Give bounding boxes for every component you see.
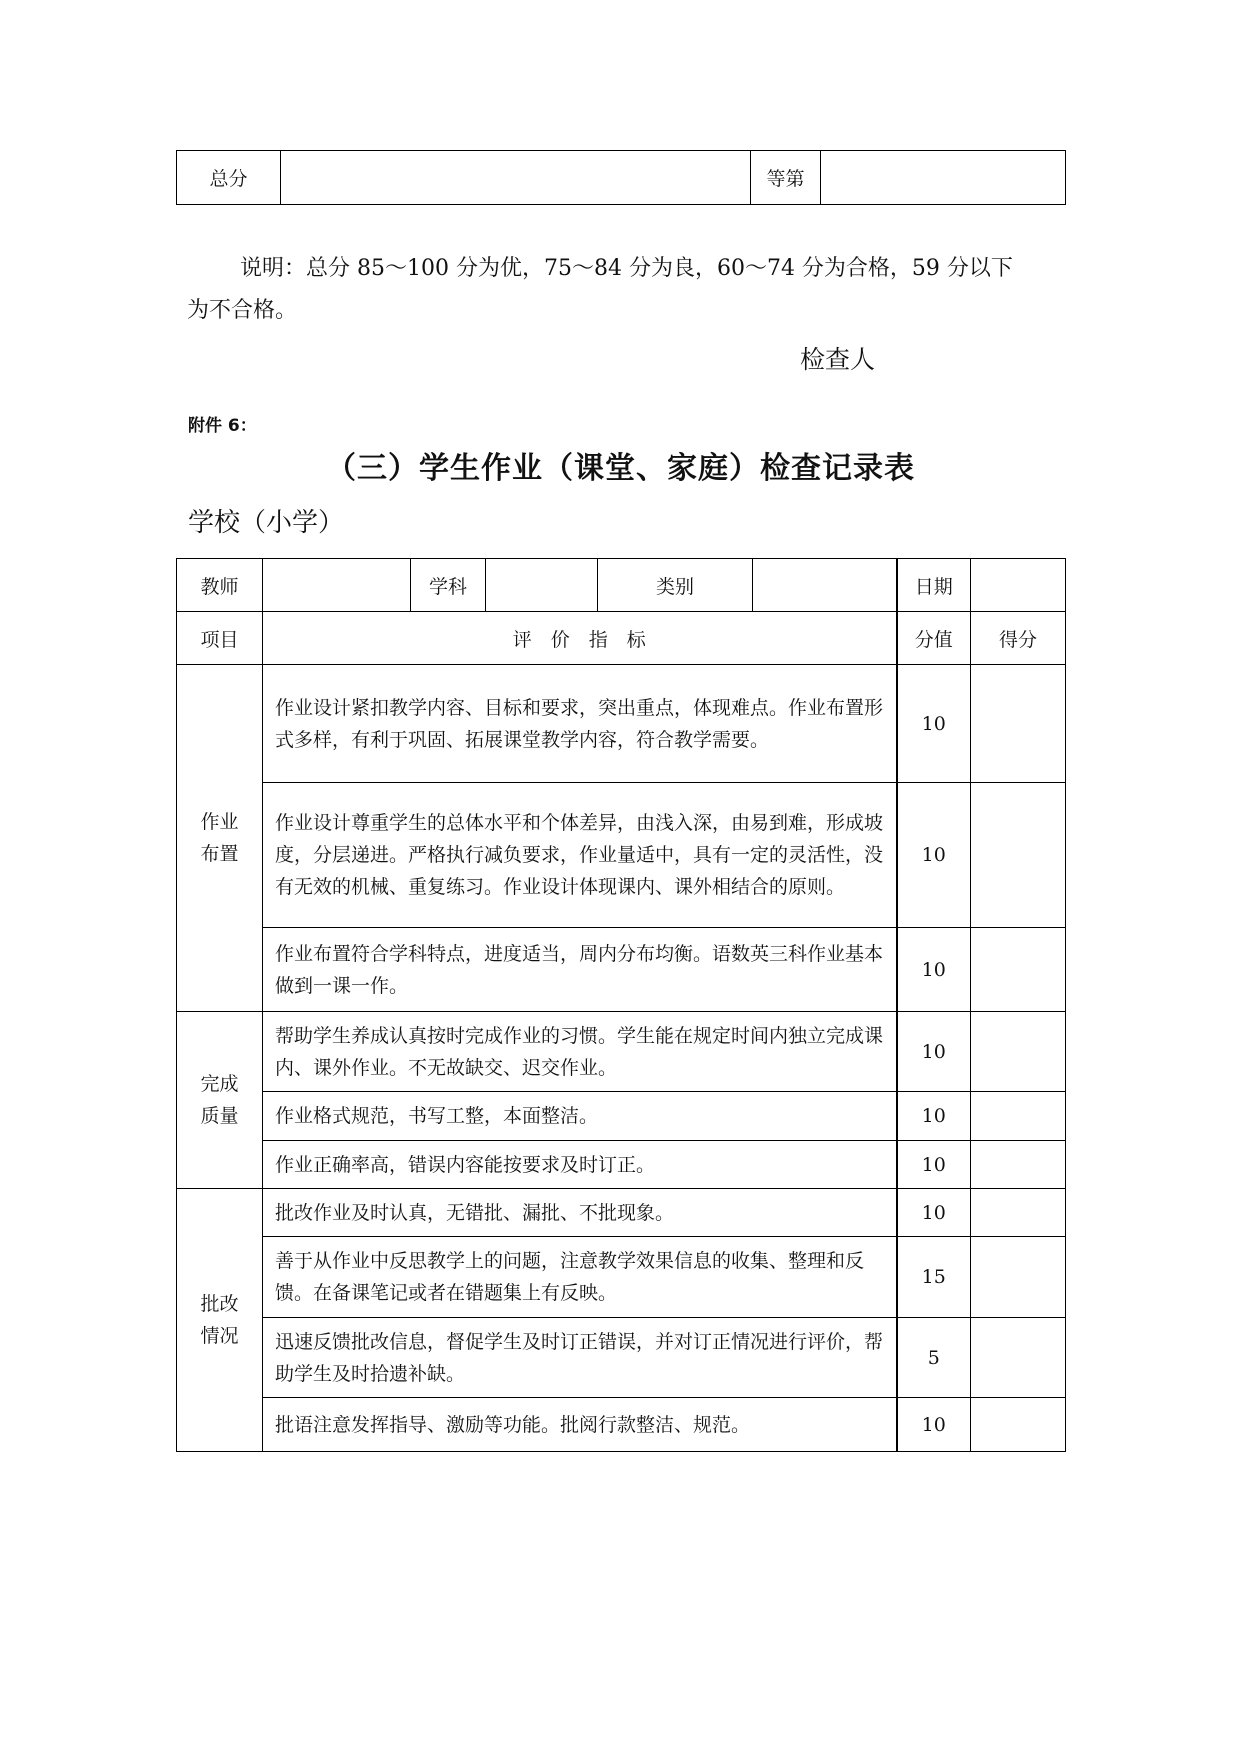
criteria-text: 作业设计尊重学生的总体水平和个体差异，由浅入深，由易到难，形成坡度，分层递进。严格执行减负要求，作业量适中，具有一定的灵活性，没有无效的机械、重复练习。作业设计体现课内、课外相结合的原则。 [263, 783, 897, 928]
score-value: 10 [897, 928, 971, 1012]
total-score-label: 总分 [177, 151, 281, 205]
criteria-row [177, 1092, 1066, 1141]
criteria-row [177, 928, 1066, 1012]
date-field[interactable] [971, 559, 1066, 612]
attachment-label: 附件 6： [188, 416, 257, 436]
score-column-header: 得分 [971, 612, 1066, 665]
school-label: 学校（小学） [188, 508, 345, 538]
teacher-field[interactable] [263, 559, 411, 612]
category-label: 类别 [598, 559, 753, 612]
score-field[interactable] [971, 1318, 1066, 1398]
criteria-row [177, 783, 1066, 928]
grade-label: 等第 [751, 151, 821, 205]
subject-label: 学科 [411, 559, 486, 612]
criteria-row [177, 1318, 1066, 1398]
criteria-text: 作业布置符合学科特点，进度适当，周内分布均衡。语数英三科作业基本做到一课一作。 [263, 928, 897, 1012]
criteria-row [177, 1141, 1066, 1189]
item-column-header: 项目 [177, 612, 263, 665]
criteria-row [177, 1398, 1066, 1452]
category-name: 作业 布置 [177, 665, 263, 1012]
criteria-text: 迅速反馈批改信息，督促学生及时订正错误，并对订正情况进行评价，帮助学生及时拾遗补缺。 [263, 1318, 897, 1398]
score-value: 10 [897, 783, 971, 928]
score-field[interactable] [971, 1237, 1066, 1318]
score-value: 5 [897, 1318, 971, 1398]
criteria-row [177, 665, 1066, 783]
score-value: 10 [897, 1012, 971, 1092]
score-summary-table [176, 150, 1066, 205]
criteria-body [177, 665, 1066, 1452]
date-label: 日期 [897, 559, 971, 612]
criteria-text: 作业正确率高，错误内容能按要求及时订正。 [263, 1141, 897, 1189]
homework-record-table [176, 558, 1066, 1452]
grading-note-line1: 说明：总分 85～100 分为优，75～84 分为良，60～74 分为合格，59 分以下 [240, 256, 1013, 281]
score-value: 10 [897, 665, 971, 783]
criteria-text: 作业设计紧扣教学内容、目标和要求，突出重点，体现难点。作业布置形式多样，有利于巩固、拓展课堂教学内容，符合教学需要。 [263, 665, 897, 783]
grade-field[interactable] [821, 151, 1066, 205]
score-field[interactable] [971, 665, 1066, 783]
score-field[interactable] [971, 1398, 1066, 1452]
criteria-text: 批改作业及时认真，无错批、漏批、不批现象。 [263, 1189, 897, 1237]
criteria-text: 批语注意发挥指导、激励等功能。批阅行款整洁、规范。 [263, 1398, 897, 1452]
score-field[interactable] [971, 1189, 1066, 1237]
score-value: 10 [897, 1398, 971, 1452]
score-field[interactable] [971, 928, 1066, 1012]
criteria-text: 帮助学生养成认真按时完成作业的习惯。学生能在规定时间内独立完成课内、课外作业。不无故缺交、迟交作业。 [263, 1012, 897, 1092]
category-name: 完成 质量 [177, 1012, 263, 1189]
score-field[interactable] [971, 783, 1066, 928]
value-column-header: 分值 [897, 612, 971, 665]
score-field[interactable] [971, 1012, 1066, 1092]
criteria-text: 善于从作业中反思教学上的问题，注意教学效果信息的收集、整理和反馈。在备课笔记或者在错题集上有反映。 [263, 1237, 897, 1318]
teacher-label: 教师 [177, 559, 263, 612]
criteria-row [177, 1012, 1066, 1092]
grading-note [187, 248, 1067, 332]
score-field[interactable] [971, 1092, 1066, 1141]
score-field[interactable] [971, 1141, 1066, 1189]
category-name: 批改 情况 [177, 1189, 263, 1452]
category-field[interactable] [753, 559, 897, 612]
score-value: 15 [897, 1237, 971, 1318]
total-score-field[interactable] [281, 151, 751, 205]
grading-note-line2: 为不合格。 [187, 298, 298, 323]
criteria-row [177, 1189, 1066, 1237]
criteria-text: 作业格式规范，书写工整，本面整洁。 [263, 1092, 897, 1141]
inspector-label: 检查人 [800, 345, 876, 374]
score-value: 10 [897, 1189, 971, 1237]
page-title: （三）学生作业（课堂、家庭）检查记录表 [326, 451, 915, 486]
criteria-column-header: 评 价 指 标 [263, 612, 897, 665]
score-value: 10 [897, 1141, 971, 1189]
score-value: 10 [897, 1092, 971, 1141]
subject-field[interactable] [486, 559, 598, 612]
header-row [177, 559, 1066, 612]
criteria-row [177, 1237, 1066, 1318]
column-header-row [177, 612, 1066, 665]
